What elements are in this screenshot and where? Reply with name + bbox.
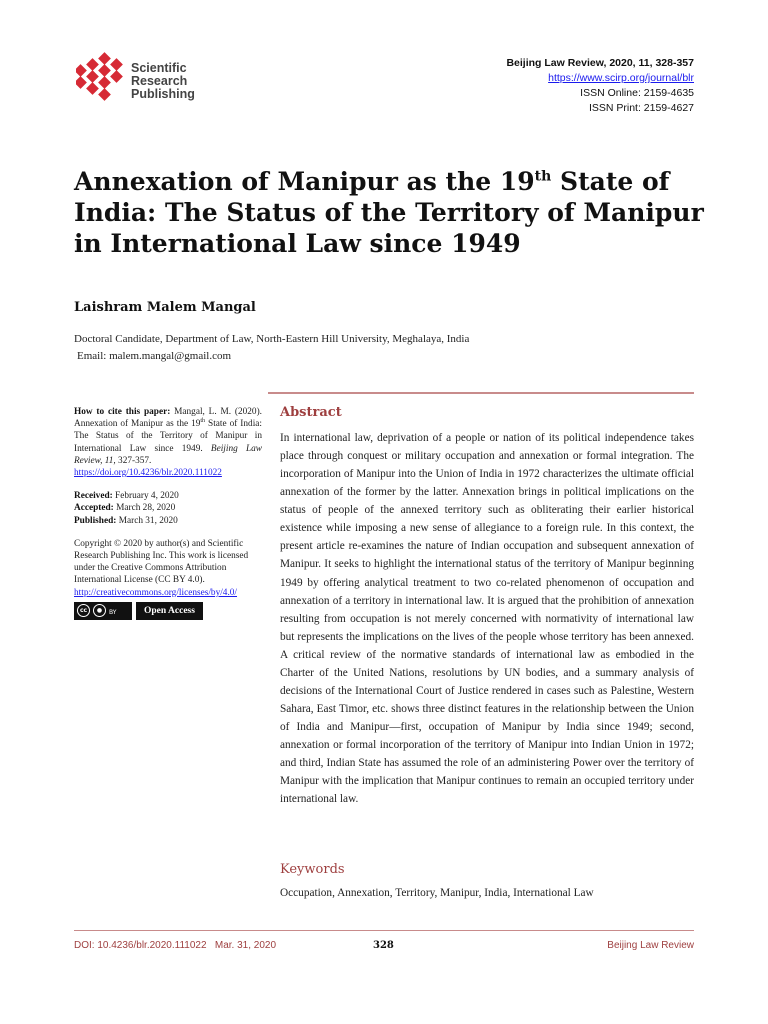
sidebar	[74, 406, 262, 620]
issn-print: ISSN Print: 2159-4627	[588, 102, 694, 114]
citation-block	[74, 406, 262, 479]
cc-by-badge[interactable]	[74, 602, 132, 620]
journal-citation: Beijing Law Review, 2020, 11, 328-357	[506, 57, 694, 69]
author-email: Email: malem.mangal@gmail.com	[77, 350, 232, 362]
footer-doi-date	[74, 940, 276, 951]
dates-block	[74, 490, 262, 527]
license-link[interactable]: http://creativecommons.org/licenses/by/4.0/	[74, 587, 238, 598]
received-date: February 4, 2020	[112, 491, 179, 502]
keywords-heading: Keywords	[280, 862, 345, 877]
accepted-date: March 28, 2020	[113, 503, 176, 514]
author-name: Laishram Malem Mangal	[74, 300, 256, 315]
cite-text-a: Mangal, L. M. (2020). Annexation of Manipur as the 19	[74, 407, 262, 430]
cc-icon: cc	[77, 604, 90, 617]
paper-title	[74, 166, 714, 259]
received-label: Received:	[74, 491, 113, 502]
cite-pages: 327-357.	[115, 455, 152, 466]
published-label: Published:	[74, 515, 117, 526]
publisher-name	[131, 62, 195, 101]
published-date: March 31, 2020	[116, 515, 178, 526]
footer-doi: DOI: 10.4236/blr.2020.111022	[74, 940, 207, 951]
open-access-badge[interactable]: Open Access	[136, 602, 203, 620]
license-badges	[74, 602, 262, 620]
by-label: BY	[109, 608, 117, 616]
title-part1: Annexation of Manipur as the 19	[74, 167, 535, 196]
abstract-divider	[268, 392, 694, 394]
footer-divider	[74, 930, 694, 931]
page-number: 328	[373, 940, 394, 951]
cite-sup: th	[200, 418, 206, 425]
publisher-line2: Research	[131, 74, 188, 88]
doi-link[interactable]: https://doi.org/10.4236/blr.2020.111022	[74, 468, 222, 479]
footer-date: Mar. 31, 2020	[214, 940, 277, 951]
footer-journal: Beijing Law Review	[607, 940, 694, 951]
cite-label: How to cite this paper:	[74, 407, 171, 417]
abstract-text: In international law, deprivation of a people or nation of its political independence takes place through conquest or military occupation and annexation or formal integration. The incorporation of Manipur into the Union of India in 1972 characterizes the ultimate official annexation of the former by the latter. Annexation brings in political implications on the status of people of the annexed territory such as obliterating their earlier historical existence while imposing a new sense of allegiance to a foreign rule. In this context, the present article re-examines the nature of Indian occupation and subsequent annexation of Manipur. It seeks to highlight the international status of the territory of Manipur beginning 1949 by offering analytical treatment to two co-related phenomenon of occupation and annexation of a territory in international law. It is argued that the prohibition of annexation resulting from occupation is not merely concerned with normativity of international law but represents the implications on the lives of the people whose territory has been annexed. A critical review of the normative standards of international law as embodied in the Charter of the United Nations, resolutions by UN bodies, and a summary analysis of decisions of the International Court of Justice rendered in cases such as Palestine, Western Sahara, East Timor, etc. shows three distinct features in the relationship between the Union of India and Manipur—first, occupation of Manipur by India since 1949; second, annexation or formal incorporation of the territory of Manipur into Indian Union in 1972; and third, Indian State has assumed the role of an administering Power over the territory of Manipur with the implication that Manipur continues to remain an occupied territory under international law.	[280, 432, 694, 806]
publisher-line3: Publishing	[131, 87, 195, 101]
publisher-line1: Scientific	[131, 61, 187, 75]
journal-url-link[interactable]: https://www.scirp.org/journal/blr	[548, 72, 694, 84]
title-sup: th	[534, 168, 552, 185]
person-icon: ●	[93, 604, 106, 617]
journal-info	[506, 56, 694, 116]
keywords-text: Occupation, Annexation, Territory, Manipur, India, International Law	[280, 887, 594, 899]
author-affiliation: Doctoral Candidate, Department of Law, North-Eastern Hill University, Meghalaya, India	[74, 333, 470, 345]
accepted-label: Accepted:	[74, 503, 114, 514]
abstract-heading: Abstract	[280, 405, 342, 420]
cite-journal: Beijing Law Review, 11,	[74, 443, 262, 466]
title-part2: State of India: The Status of the Territory of Manipur in International Law since 1949	[74, 167, 704, 258]
copyright-text: Copyright © 2020 by author(s) and Scientific Research Publishing Inc. This work is licensed under the Creative Commons Attribution International License (CC BY 4.0).	[74, 538, 249, 586]
issn-online: ISSN Online: 2159-4635	[580, 87, 694, 99]
cite-text-b: State of India: The Status of the Territory of Manipur in International Law since 1949.	[74, 419, 262, 454]
